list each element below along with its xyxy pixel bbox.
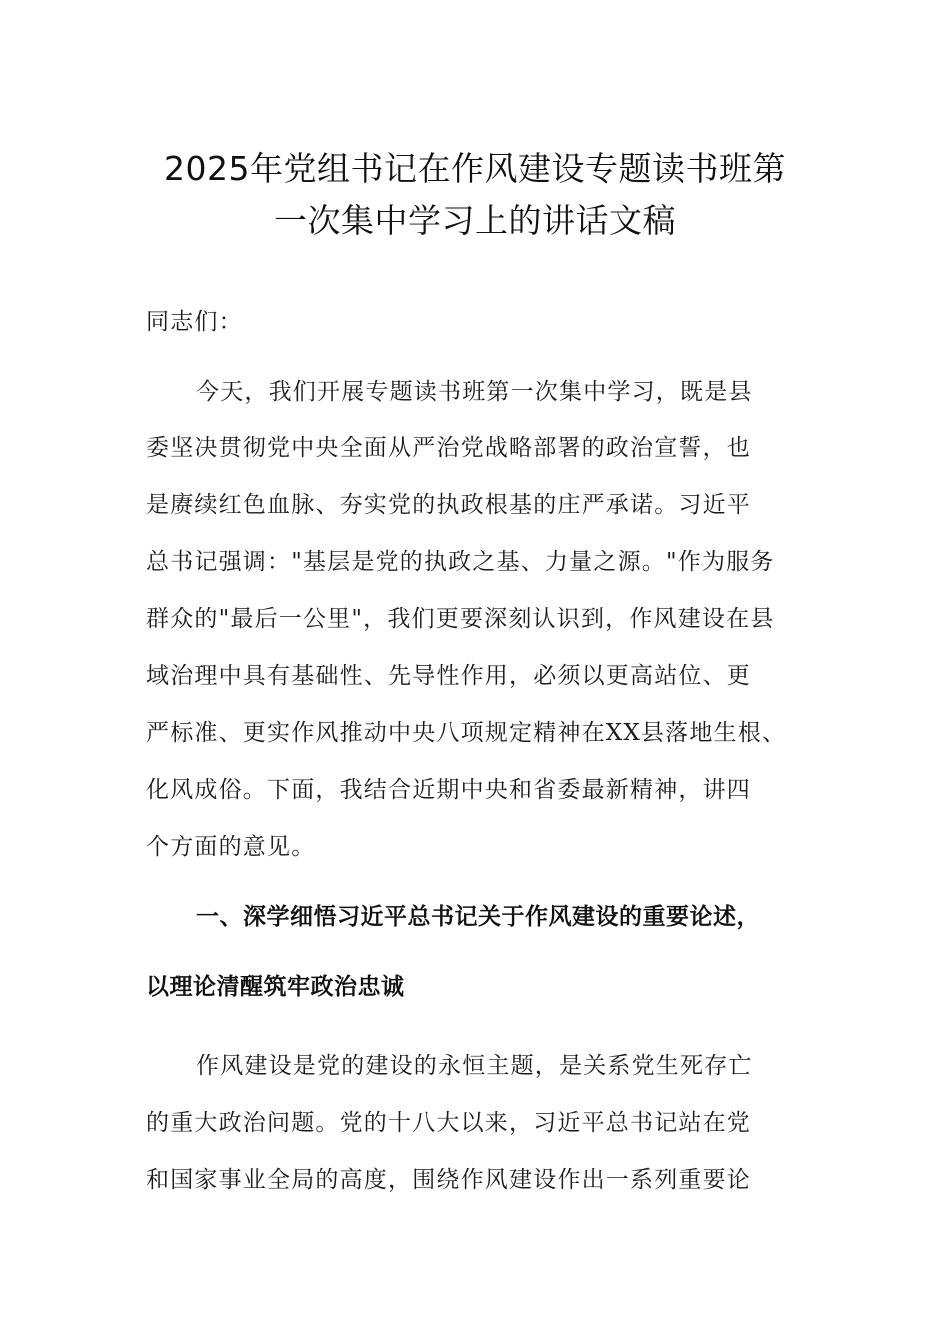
paragraph-1-line: 化风成俗。下面，我结合近期中央和省委最新精神，讲四 [146, 777, 751, 803]
paragraph-1-line: 个方面的意见。 [146, 834, 316, 860]
paragraph-1-line: 是赓续红色血脉、夯实党的执政根基的庄严承诺。习近平 [146, 492, 751, 518]
paragraph-1-line: 域治理中具有基础性、先导性作用，必须以更高站位、更 [146, 663, 751, 689]
paragraph-2-line: 作风建设是党的建设的永恒主题，是关系党生死存亡 [196, 1053, 753, 1079]
paragraph-1-line: 委坚决贯彻党中央全面从严治党战略部署的政治宣誓，也 [146, 435, 751, 461]
section-1-heading-line-1: 一、深学细悟习近平总书记关于作风建设的重要论述， [196, 904, 760, 930]
paragraph-1-line: 严标准、更实作风推动中央八项规定精神在XX县落地生根、 [146, 720, 787, 746]
paragraph-1-line: 群众的"最后一公里"，我们更要深刻认识到，作风建设在县 [146, 606, 775, 632]
document-title-line-1: 2025年党组书记在作风建设专题读书班第 [164, 149, 786, 188]
paragraph-1-line: 总书记强调："基层是党的执政之基、力量之源。"作为服务 [146, 549, 775, 575]
paragraph-1-line: 今天，我们开展专题读书班第一次集中学习，既是县 [196, 379, 753, 405]
document-title-line-2: 一次集中学习上的讲话文稿 [274, 201, 676, 240]
paragraph-2-line: 和国家事业全局的高度，围绕作风建设作出一系列重要论 [146, 1167, 751, 1193]
salutation: 同志们： [146, 309, 243, 335]
paragraph-2-line: 的重大政治问题。党的十八大以来，习近平总书记站在党 [146, 1110, 751, 1136]
section-1-heading-line-2: 以理论清醒筑牢政治忠诚 [146, 974, 405, 1000]
